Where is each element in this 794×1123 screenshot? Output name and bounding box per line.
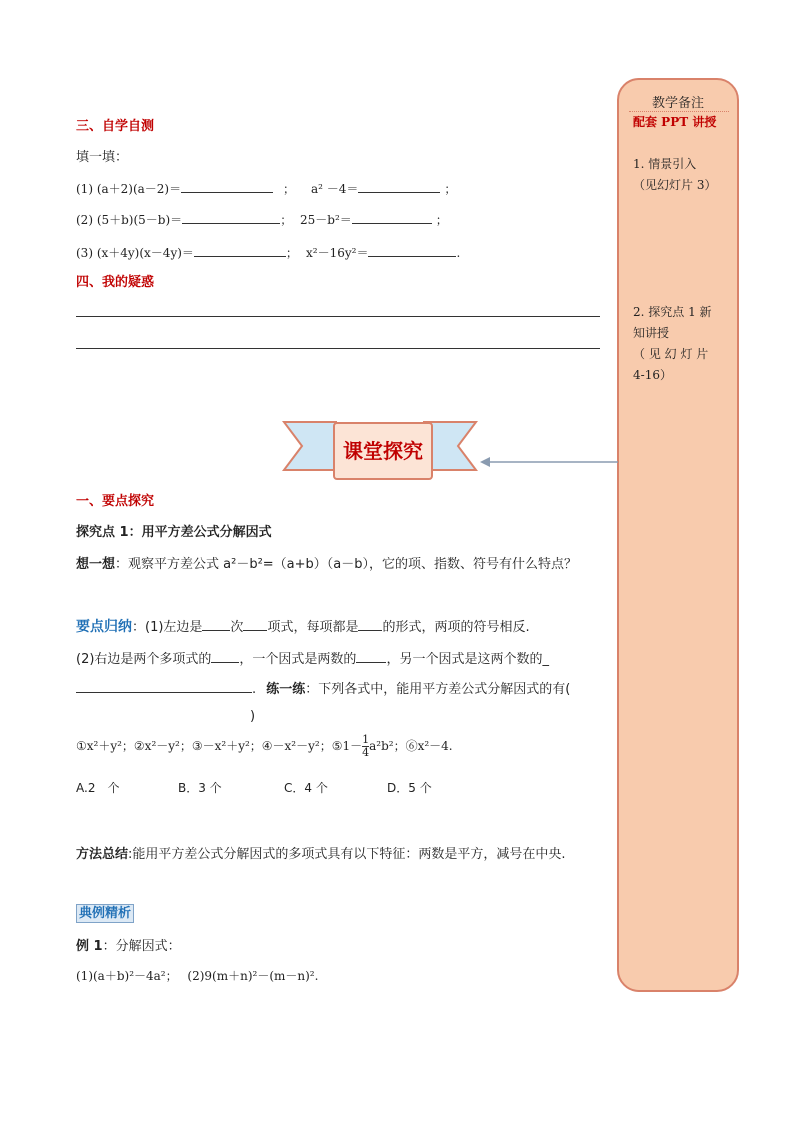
options-line: ①x²＋y²；②x²－y²；③－x²＋y²；④－x²－y²；⑤1－ $\frac{1}{4}$ a²b²；⑥x²－4. <box>76 733 453 759</box>
example-label: 例 1：分解因式： <box>76 939 181 954</box>
sidebar-step-1: 1. 情景引入 （见幻灯片 3） <box>633 157 717 192</box>
practice-close-paren: ) <box>250 709 256 724</box>
section3-heading: 三、自学自测 <box>76 119 155 134</box>
answer-line-1 <box>76 316 600 317</box>
think-line: 想一想：观察平方差公式 a²－b²=（a+b）（a－b），它的项、指数、符号有什么特点？ <box>76 557 578 572</box>
fraction-one-quarter: $\frac{1}{4}$ <box>362 733 370 759</box>
fill-item-3: (3) (x＋4y)(x－4y)＝ ； <box>76 246 298 260</box>
fill-item-1: (1) (a＋2)(a－2)＝ ； <box>76 182 295 196</box>
sidebar-step-2: 2. 探究点 1 新 知讲授 （ 见 幻 灯 片 4-16） <box>633 305 712 382</box>
point-title: 探究点 1：用平方差公式分解因式 <box>76 525 272 540</box>
choice-d: D．5 个 <box>387 781 432 795</box>
answer-line-2 <box>76 348 600 349</box>
fill-label: 填一填： <box>76 150 129 165</box>
choice-c: C．4 个 <box>284 781 328 795</box>
choice-b: B．3 个 <box>178 781 222 795</box>
fill-item-2-right: 25－b²＝ ； <box>300 213 448 227</box>
banner-title: 课堂探究 <box>333 422 433 480</box>
section4-heading: 四、我的疑惑 <box>76 275 155 290</box>
example-items: (1)(a＋b)²－4a²； (2)9(m＋n)²－(m－n)². <box>76 969 319 983</box>
fill-item-1-right: a² －4＝ ； <box>311 182 457 196</box>
explore-heading: 一、要点探究 <box>76 494 155 509</box>
sidebar-title: 教学备注 <box>651 96 704 111</box>
method-summary: 方法总结:能用平方差公式分解因式的多项式具有以下特征：两数是平方，减号在中央. <box>76 847 566 862</box>
summary-line-2: (2)右边是两个多项式的 ，一个因式是两数的 ，另一个因式是这两个数的_ <box>76 652 549 667</box>
fill-item-2: (2) (5＋b)(5－b)＝ ； <box>76 213 293 227</box>
practice-line: . 练一练：下列各式中，能用平方差公式分解因式的有( <box>76 678 570 697</box>
teaching-notes-sidebar <box>617 78 739 992</box>
sidebar-note: 配套 PPT 讲授 <box>633 115 717 129</box>
typical-example-tag: 典例精析 <box>76 904 134 923</box>
choice-a: A.2 个 <box>76 781 120 795</box>
fill-item-3-right: x²－16y²＝ . <box>306 246 461 260</box>
summary-line-1: 要点归纳：(1)左边是 次 项式，每项都是 的形式，两项的符号相反. <box>76 619 530 635</box>
banner-arrow <box>478 455 620 469</box>
